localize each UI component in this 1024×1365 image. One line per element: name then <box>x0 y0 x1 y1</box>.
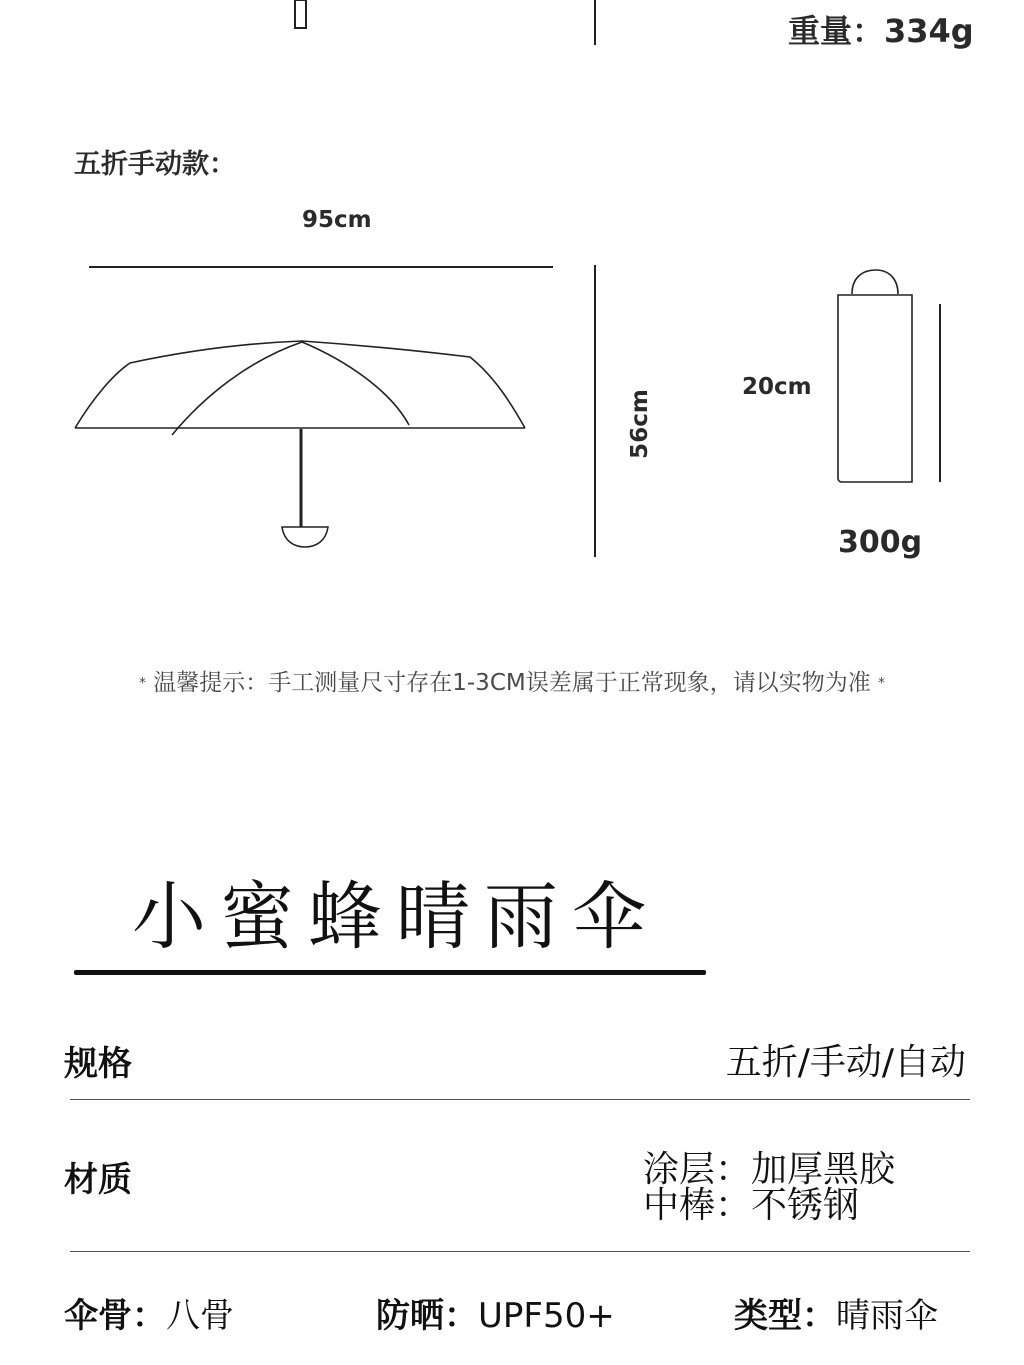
folded-weight-label: 300g <box>838 525 923 560</box>
folded-umbrella-diagram <box>820 262 960 490</box>
open-umbrella-diagram <box>0 255 620 565</box>
type-attribute <box>734 1288 938 1337</box>
spec-value: 五折/手动/自动 <box>725 1042 966 1083</box>
measurement-tip <box>0 664 1024 697</box>
tip-star-right-icon: * <box>878 675 886 692</box>
sun-protection-label: 防晒： <box>376 1296 478 1336</box>
tip-text: 温馨提示：手工测量尺寸存在1-3CM误差属于正常现象，请以实物为准 <box>153 670 871 696</box>
top-weight-label: 重量：334g <box>788 12 974 50</box>
ribs-attribute <box>64 1288 234 1337</box>
folded-umbrella-top-loop <box>852 270 898 294</box>
type-value: 晴雨伞 <box>836 1296 938 1336</box>
spec-divider <box>70 1099 970 1100</box>
folded-umbrella-body <box>838 295 912 482</box>
top-handle-stub <box>295 0 306 28</box>
spec-label: 规格 <box>64 1044 132 1084</box>
type-label: 类型： <box>734 1296 836 1336</box>
ribs-value: 八骨 <box>166 1296 234 1336</box>
sun-protection-attribute <box>376 1288 615 1337</box>
material-shaft: 中棒：不锈钢 <box>643 1185 860 1226</box>
ribs-label: 伞骨： <box>64 1296 166 1336</box>
material-label: 材质 <box>64 1160 132 1200</box>
folded-length-label: 20cm <box>742 374 812 400</box>
material-value <box>643 1149 896 1226</box>
umbrella-rib-left <box>172 342 302 435</box>
material-coating: 涂层：加厚黑胶 <box>643 1149 896 1190</box>
tip-star-left-icon: * <box>138 675 146 692</box>
product-title: 小蜜蜂晴雨伞 <box>132 874 660 960</box>
section-title-five-fold: 五折手动款： <box>74 149 236 180</box>
umbrella-handle <box>282 527 328 547</box>
sun-protection-value: UPF50+ <box>478 1296 615 1336</box>
material-divider <box>70 1251 970 1252</box>
open-width-label: 95cm <box>302 207 372 233</box>
umbrella-canopy <box>75 341 525 428</box>
umbrella-rib-right <box>302 342 409 425</box>
open-height-label: 56cm <box>627 389 653 459</box>
title-underline <box>74 970 706 975</box>
